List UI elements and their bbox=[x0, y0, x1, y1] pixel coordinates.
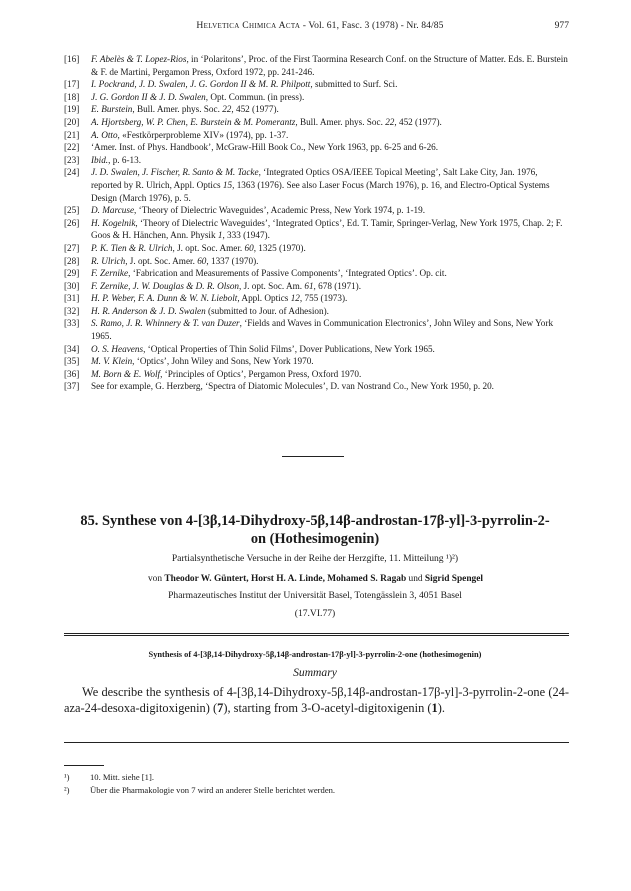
reference-text: , ‘Principles of Optics’, Pergamon Press, Oxford 1970. bbox=[160, 368, 362, 379]
received-date: (17.VI.77) bbox=[294, 608, 336, 619]
reference-item bbox=[64, 78, 569, 91]
reference-text-end: , 678 (1971). bbox=[313, 280, 362, 291]
reference-number: [32] bbox=[64, 305, 80, 316]
footnote-item bbox=[64, 771, 569, 784]
reference-volume: 22 bbox=[385, 116, 395, 127]
reference-authors: H. P. Weber, F. A. Dunn & W. N. Liebolt bbox=[91, 293, 238, 304]
reference-item bbox=[64, 217, 569, 242]
reference-number: [25] bbox=[64, 205, 80, 216]
footnote-separator bbox=[64, 765, 104, 766]
compound-number: 7 bbox=[217, 701, 224, 716]
reference-text: , ‘Theory of Dielectric Waveguides’, ‘Integrated Optics’, Ed. T. Tamir, Springer-Verlag, New York 1975, Chap. 2; F. Goos & H. Hänchen, Ann. Physik bbox=[91, 217, 563, 241]
reference-authors: A. Hjortsberg, W. P. Chen, E. Burstein & M. Pomerantz bbox=[91, 116, 296, 127]
footnote-list bbox=[64, 771, 569, 797]
reference-number: [28] bbox=[64, 255, 80, 266]
reference-item bbox=[64, 204, 569, 217]
article-subtitle: Partialsynthetische Versuche in der Reihe der Herzgifte, 11. Mitteilung ¹)²) bbox=[171, 553, 459, 564]
reference-authors: D. Marcuse bbox=[91, 205, 135, 216]
article-title: 85. Synthese von 4-[3β,14-Dihydroxy-5β,14β-androstan-17β-yl]-3-pyrrolin-2-on (Hothesimogenin) bbox=[80, 513, 550, 547]
reference-item bbox=[64, 255, 569, 268]
reference-authors: H. R. Anderson & J. D. Swalen bbox=[91, 305, 206, 316]
summary-part: We describe the synthesis of 4-[3β,14-Dihydroxy-5β,14β-androstan-17β-yl]-3-pyrrolin-2-one (24-aza-24-desoxa-digitoxigenin) ( bbox=[64, 685, 569, 716]
reference-item bbox=[64, 141, 569, 154]
reference-authors: F. Zernike, J. W. Douglas & D. R. Olson bbox=[91, 280, 240, 291]
reference-text: , in ‘Polaritons’, Proc. of the First Taormina Research Conf. on the Structure of Matter. Eds. E. Burstein & F. de Martini, Pergamon Press, Oxford 1972, pp. 241-246. bbox=[91, 54, 568, 77]
summary-part: ). bbox=[437, 701, 445, 716]
reference-authors: E. Burstein bbox=[91, 104, 133, 115]
author-names: Theodor W. Güntert, Horst H. A. Linde, Mohamed S. Ragab bbox=[164, 574, 407, 584]
author-last: Sigrid Spengel bbox=[424, 574, 484, 584]
reference-authors: J. D. Swalen, J. Fischer, R. Santo & M. Tacke bbox=[91, 167, 259, 178]
reference-item bbox=[64, 116, 569, 129]
reference-text-end: , 452 (1977). bbox=[394, 116, 442, 127]
section-separator bbox=[282, 456, 344, 457]
reference-text: , ‘Fields and Waves in Communication Electronics’, John Wiley and Sons, New York 1965. bbox=[91, 318, 554, 342]
issue-info: - Vol. 61, Fasc. 3 (1978) - Nr. 84/85 bbox=[300, 20, 444, 31]
reference-number: [37] bbox=[64, 381, 80, 392]
reference-number: [36] bbox=[64, 368, 80, 379]
rule-top-second bbox=[64, 635, 569, 636]
author-line bbox=[40, 574, 591, 584]
summary-text bbox=[64, 684, 569, 717]
reference-number: [26] bbox=[64, 217, 80, 228]
reference-text: , Bull. Amer. phys. Soc. bbox=[295, 116, 386, 127]
reference-authors: P. K. Tien & R. Ulrich bbox=[91, 242, 173, 253]
reference-item bbox=[64, 292, 569, 305]
reference-text: , J. opt. Soc. Amer. bbox=[125, 255, 198, 266]
reference-text: , ‘Optics’, John Wiley and Sons, New York 1970. bbox=[132, 356, 314, 367]
compound-number: 1 bbox=[431, 701, 438, 716]
author-by: von bbox=[147, 574, 165, 584]
reference-number: [35] bbox=[64, 356, 80, 367]
reference-item bbox=[64, 368, 569, 381]
reference-authors: H. Kogelnik bbox=[91, 217, 136, 228]
reference-volume: 15 bbox=[222, 179, 233, 190]
journal-name: Helvetica Chimica Acta bbox=[196, 20, 301, 31]
reference-volume: 1 bbox=[217, 230, 223, 241]
reference-number: [33] bbox=[64, 318, 80, 329]
reference-text: See for example, G. Herzberg, ‘Spectra of Diatomic Molecules’, D. van Nostrand Co., New York 1950, p. 20. bbox=[91, 381, 494, 392]
reference-item bbox=[64, 166, 569, 204]
reference-authors: Ibid. bbox=[91, 154, 109, 165]
reference-text: , submitted to Surf. Sci. bbox=[310, 79, 398, 90]
reference-volume: 61 bbox=[304, 280, 314, 291]
reference-volume: 12 bbox=[290, 293, 300, 304]
reference-item bbox=[64, 154, 569, 167]
reference-authors: F. Zernike bbox=[91, 268, 129, 279]
reference-item bbox=[64, 91, 569, 104]
rule-top bbox=[64, 633, 569, 634]
author-and: und bbox=[406, 574, 425, 584]
reference-authors: I. Pockrand, J. D. Swalen, J. G. Gordon II & M. R. Philpott bbox=[91, 79, 311, 90]
reference-text: , «Festkörperprobleme XIV» (1974), pp. 1-37. bbox=[117, 129, 289, 140]
reference-authors: R. Ulrich bbox=[91, 255, 126, 266]
footnote-text: 10. Mitt. siehe [1]. bbox=[90, 772, 154, 782]
footnote-mark: ¹) bbox=[64, 772, 70, 782]
reference-number: [27] bbox=[64, 242, 80, 253]
page-number: 977 bbox=[554, 20, 569, 31]
reference-text-end: , 755 (1973). bbox=[299, 293, 348, 304]
reference-item bbox=[64, 242, 569, 255]
reference-item bbox=[64, 305, 569, 318]
footnote-mark: ²) bbox=[64, 785, 70, 795]
reference-text: , ‘Theory of Dielectric Waveguides’, Academic Press, New York 1974, p. 1-19. bbox=[134, 205, 426, 216]
footnote-text: Über die Pharmakologie von 7 wird an anderer Stelle berichtet werden. bbox=[90, 785, 336, 795]
reference-text: , Appl. Optics bbox=[237, 293, 291, 304]
reference-item bbox=[64, 129, 569, 142]
reference-authors: F. Abelès & T. Lopez-Rios bbox=[91, 54, 187, 64]
reference-volume: 60 bbox=[197, 255, 207, 266]
reference-list bbox=[64, 53, 569, 393]
summary-part: ), starting from 3-O-acetyl-digitoxigenin ( bbox=[223, 701, 432, 716]
reference-number: [34] bbox=[64, 343, 80, 354]
english-title: Synthesis of 4-[3β,14-Dihydroxy-5β,14β-androstan-17β-yl]-3-pyrrolin-2-one (hothesimogenin) bbox=[148, 650, 482, 659]
reference-text: (submitted to Jour. of Adhesion). bbox=[205, 305, 329, 316]
reference-number: [16] bbox=[64, 54, 80, 64]
reference-number: [23] bbox=[64, 154, 80, 165]
reference-text-end: , 452 (1977). bbox=[231, 104, 279, 115]
reference-item bbox=[64, 267, 569, 280]
reference-number: [30] bbox=[64, 280, 80, 291]
reference-authors: J. G. Gordon II & J. D. Swalen bbox=[91, 91, 206, 102]
reference-text: , ‘Fabrication and Measurements of Passive Components’, ‘Integrated Optics’. Op. cit. bbox=[128, 268, 447, 279]
running-head bbox=[70, 20, 570, 34]
reference-text: ‘Amer. Inst. of Phys. Handbook’, McGraw-Hill Book Co., New York 1963, pp. 6-25 and 6-26. bbox=[91, 142, 439, 153]
reference-authors: M. V. Klein bbox=[91, 356, 133, 367]
rule-bottom bbox=[64, 742, 569, 743]
reference-text-end: , 333 (1947). bbox=[222, 230, 270, 241]
reference-number: [19] bbox=[64, 104, 80, 115]
reference-text: , Bull. Amer. phys. Soc. bbox=[132, 104, 223, 115]
reference-number: [29] bbox=[64, 268, 80, 279]
reference-text: , J. opt. Soc. Am. bbox=[239, 280, 305, 291]
reference-number: [22] bbox=[64, 142, 80, 153]
reference-item bbox=[64, 380, 569, 393]
summary-heading: Summary bbox=[293, 666, 337, 679]
reference-text-end: , 1337 (1970). bbox=[206, 255, 259, 266]
reference-item bbox=[64, 355, 569, 368]
reference-item bbox=[64, 53, 569, 78]
footnote-item bbox=[64, 784, 569, 797]
reference-item bbox=[64, 280, 569, 293]
reference-number: [31] bbox=[64, 293, 80, 304]
affiliation: Pharmazeutisches Institut der Universität Basel, Totengässlein 3, 4051 Basel bbox=[168, 590, 462, 601]
reference-number: [24] bbox=[64, 167, 80, 178]
reference-item bbox=[64, 343, 569, 356]
reference-number: [20] bbox=[64, 116, 80, 127]
reference-number: [21] bbox=[64, 129, 80, 140]
reference-authors: O. S. Heavens bbox=[91, 343, 144, 354]
reference-text-end: , 1325 (1970). bbox=[253, 242, 306, 253]
reference-text: , p. 6-13. bbox=[108, 154, 142, 165]
reference-text: , J. opt. Soc. Amer. bbox=[172, 242, 245, 253]
reference-text: , ‘Optical Properties of Thin Solid Films’, Dover Publications, New York 1965. bbox=[143, 343, 435, 354]
reference-authors: S. Ramo, J. R. Whinnery & T. van Duzer bbox=[91, 318, 240, 329]
reference-number: [17] bbox=[64, 79, 80, 90]
reference-text: , ‘Integrated Optics OSA/IEEE Topical Meeting’, Salt Lake City, Jan. 1976, reported by R. Ulrich, Appl. Optics bbox=[91, 167, 538, 190]
reference-text-end: , 1363 (1976). See also Laser Focus (March 1976), p. 16, and Electro-Optical Systems Design (March 1976), p. 5. bbox=[91, 179, 550, 203]
reference-number: [18] bbox=[64, 91, 80, 102]
reference-authors: A. Otto bbox=[91, 129, 118, 140]
reference-authors: M. Born & E. Wolf bbox=[91, 368, 161, 379]
reference-volume: 60 bbox=[244, 242, 254, 253]
reference-item bbox=[64, 317, 569, 342]
reference-text: , Opt. Commun. (in press). bbox=[205, 91, 305, 102]
reference-volume: 22 bbox=[222, 104, 232, 115]
reference-item bbox=[64, 103, 569, 116]
